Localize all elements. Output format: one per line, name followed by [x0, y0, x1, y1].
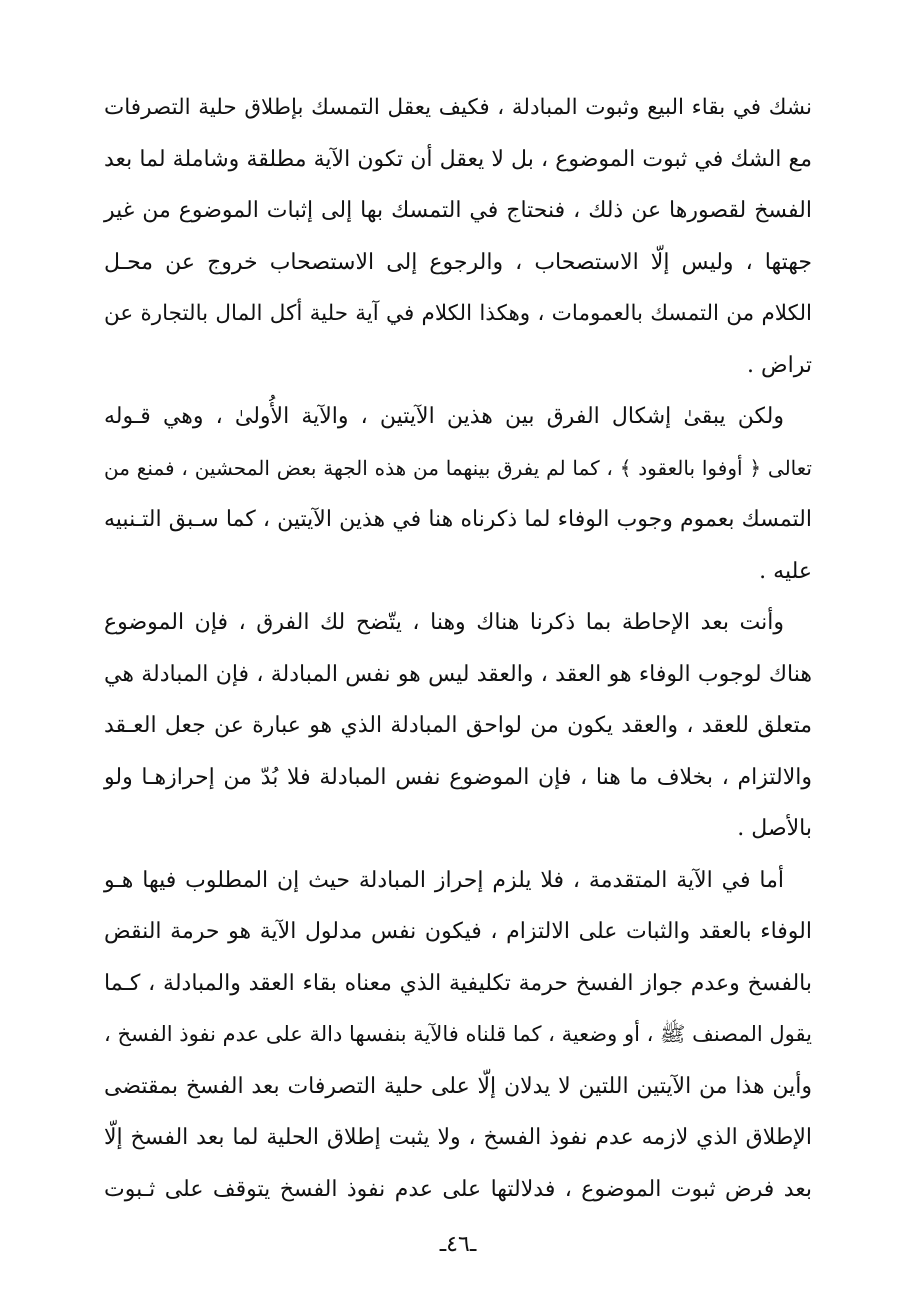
text-line: عليه .: [759, 558, 812, 584]
text-line: التمسك بعموم وجوب الوفاء لما ذكرناه هنا في هذين الآيتين ، كما سـبق التـنبيه: [104, 507, 812, 532]
text-line: مع الشك في ثبوت الموضوع ، بل لا يعقل أن تكون الآية مطلقة وشاملة لما بعد: [104, 146, 812, 172]
text-line: ولكن يبقىٰ إشكال الفرق بين هذين الآيتين ، والآية الأُولىٰ ، وهي قـوله: [104, 404, 784, 429]
text-line: الفسخ لقصورها عن ذلك ، فنحتاج في التمسك بها إلى إثبات الموضوع من غير: [104, 198, 812, 223]
text-line: الكلام من التمسك بالعمومات ، وهكذا الكلام في آية حلية أكل المال بالتجارة عن: [104, 301, 812, 326]
text-line: هناك لوجوب الوفاء هو العقد ، والعقد ليس هو نفس المبادلة ، فإن المبادلة هي: [104, 661, 812, 687]
text-line: يقول المصنف ﷺ ، أو وضعية ، كما قلناه فالآية بنفسها دالة على عدم نفوذ الفسخ ،: [103, 1022, 812, 1046]
paragraph: [104, 391, 812, 597]
text-line: أما في الآية المتقدمة ، فلا يلزم إحراز المبادلة حيث إن المطلوب فيها هـو: [104, 867, 784, 893]
text-line: جهتها ، وليس إلّا الاستصحاب ، والرجوع إلى الاستصحاب خروج عن محـل: [104, 249, 812, 275]
text-line: وأين هذا من الآيتين اللتين لا يدلان إلّا على حلية التصرفات بعد الفسخ بمقتضى: [104, 1073, 812, 1099]
text-line: متعلق للعقد ، والعقد يكون من لواحق المبادلة الذي هو عبارة عن جعل العـقد: [104, 713, 812, 738]
text-line: تعالى ﴿ أوفوا بالعقود ﴾ ، كما لم يفرق بينهما من هذه الجهة بعض المحشين ، فمنع من: [104, 455, 812, 480]
paragraph: [104, 855, 812, 1216]
text-line: بالفسخ وعدم جواز الفسخ حرمة تكليفية الذي معناه بقاء العقد والمبادلة ، كـما: [104, 970, 812, 996]
text-line: الوفاء بالعقد والثبات على الالتزام ، فيكون نفس مدلول الآية هو حرمة النقض: [104, 919, 812, 944]
text-line: بعد فرض ثبوت الموضوع ، فدلالتها على عدم نفوذ الفسخ يتوقف على ثـبوت: [104, 1176, 812, 1202]
text-line: والالتزام ، بخلاف ما هنا ، فإن الموضوع نفس المبادلة فلا بُدّ من إحرازهـا ولو: [104, 764, 812, 790]
page-body: [104, 82, 812, 1215]
text-line: نشك في بقاء البيع وثبوت المبادلة ، فكيف يعقل التمسك بإطلاق حلية التصرفات: [104, 95, 812, 120]
text-line: الإطلاق الذي لازمه عدم نفوذ الفسخ ، ولا يثبت إطلاق الحلية لما بعد الفسخ إلّا: [104, 1125, 812, 1150]
paragraph: [104, 597, 812, 855]
text-line: بالأصل .: [737, 816, 812, 841]
paragraph: [104, 82, 812, 391]
text-line: وأنت بعد الإحاطة بما ذكرنا هناك وهنا ، يتّضح لك الفرق ، فإن الموضوع: [104, 610, 784, 635]
page-number: ـ٤٦ـ: [439, 1232, 477, 1257]
text-line: تراض .: [747, 352, 812, 378]
